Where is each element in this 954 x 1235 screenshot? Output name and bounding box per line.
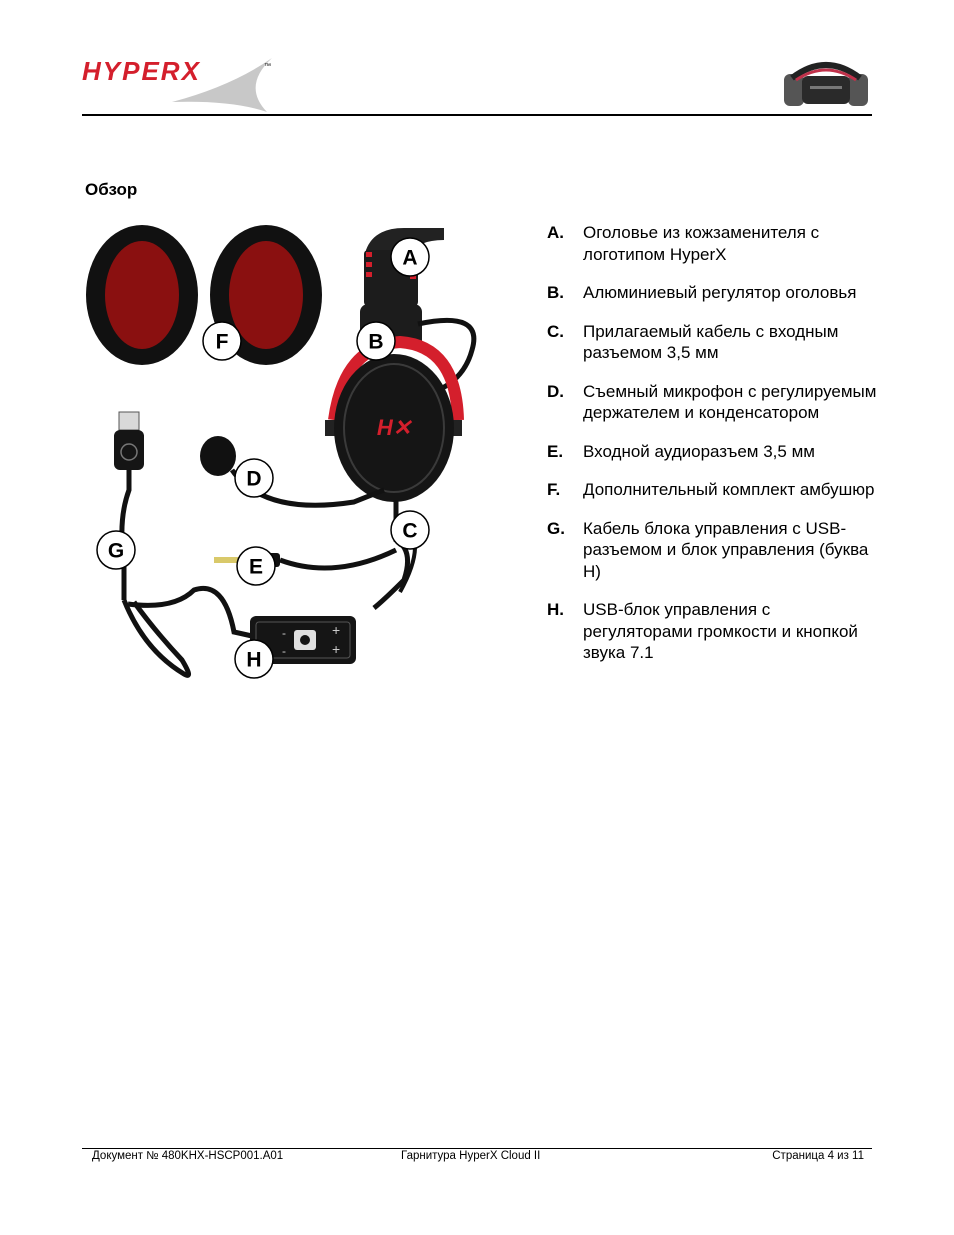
item-description: USB-блок управления с регуляторами громкости и кнопкой звука 7.1 [583,600,858,662]
item-letter: C. [547,321,564,341]
item-letter: D. [547,381,564,401]
callout-g [97,531,135,569]
headset-thumbnail [782,58,870,110]
item-letter: E. [547,441,564,461]
svg-text:H✕: H✕ [376,415,412,440]
list-item [547,381,877,424]
item-description: Дополнительный комплект амбушюр [583,480,875,499]
headset-diagram [84,220,484,700]
callout-a [391,238,429,276]
label-c: C [402,519,418,543]
item-letter: B. [547,283,564,302]
footer-document-number: Документ № 480KHX-HSCP001.A01 [92,1150,284,1162]
hyperx-logo [82,56,282,116]
footer-page-number: Страница 4 из 11 [772,1150,864,1162]
svg-text:-: - [282,644,286,658]
callout-d [235,459,273,497]
label-d: D [246,467,262,491]
header-divider [82,114,872,116]
item-letter: G. [547,518,565,538]
item-description: Алюминиевый регулятор оголовья [583,283,857,302]
list-item [547,518,877,583]
label-a: A [402,246,418,270]
footer-divider [82,1148,872,1149]
trademark: ™ [264,63,271,70]
item-letter: A. [547,223,564,242]
label-b: B [368,330,384,354]
item-letter: F. [547,480,561,499]
label-g: G [107,539,125,563]
component-list [547,222,877,681]
item-description: Съемный микрофон с регулируемым держателем и конденсатором [583,381,877,422]
item-description: Кабель блока управления с USB-разъемом и блок управления (буква H) [583,518,869,581]
item-description: Оголовье из кожзаменителя с логотипом HyperX [583,223,820,264]
list-item [547,222,877,265]
section-title: Обзор [85,180,138,199]
label-e: E [248,555,264,579]
callout-f [203,322,241,360]
list-item [547,599,877,664]
callout-c [391,511,429,549]
ear-cup [334,354,454,502]
svg-text:+: + [332,641,341,657]
callout-h [235,640,273,678]
item-description: Входной аудиоразъем 3,5 мм [583,441,815,461]
label-f: F [215,330,229,354]
footer-product-name: Гарнитура HyperX Cloud II [401,1150,541,1162]
list-item [547,441,877,463]
svg-text:+: + [332,622,341,638]
svg-text:-: - [282,626,286,640]
logo-text: HYPERX [82,56,201,86]
callout-b [357,322,395,360]
list-item [547,282,877,304]
item-letter: H. [547,600,564,619]
callout-e [237,547,275,585]
label-h: H [246,648,262,672]
list-item [547,321,877,364]
list-item [547,479,877,501]
item-description: Прилагаемый кабель с входным разъемом 3,5 мм [583,321,839,362]
